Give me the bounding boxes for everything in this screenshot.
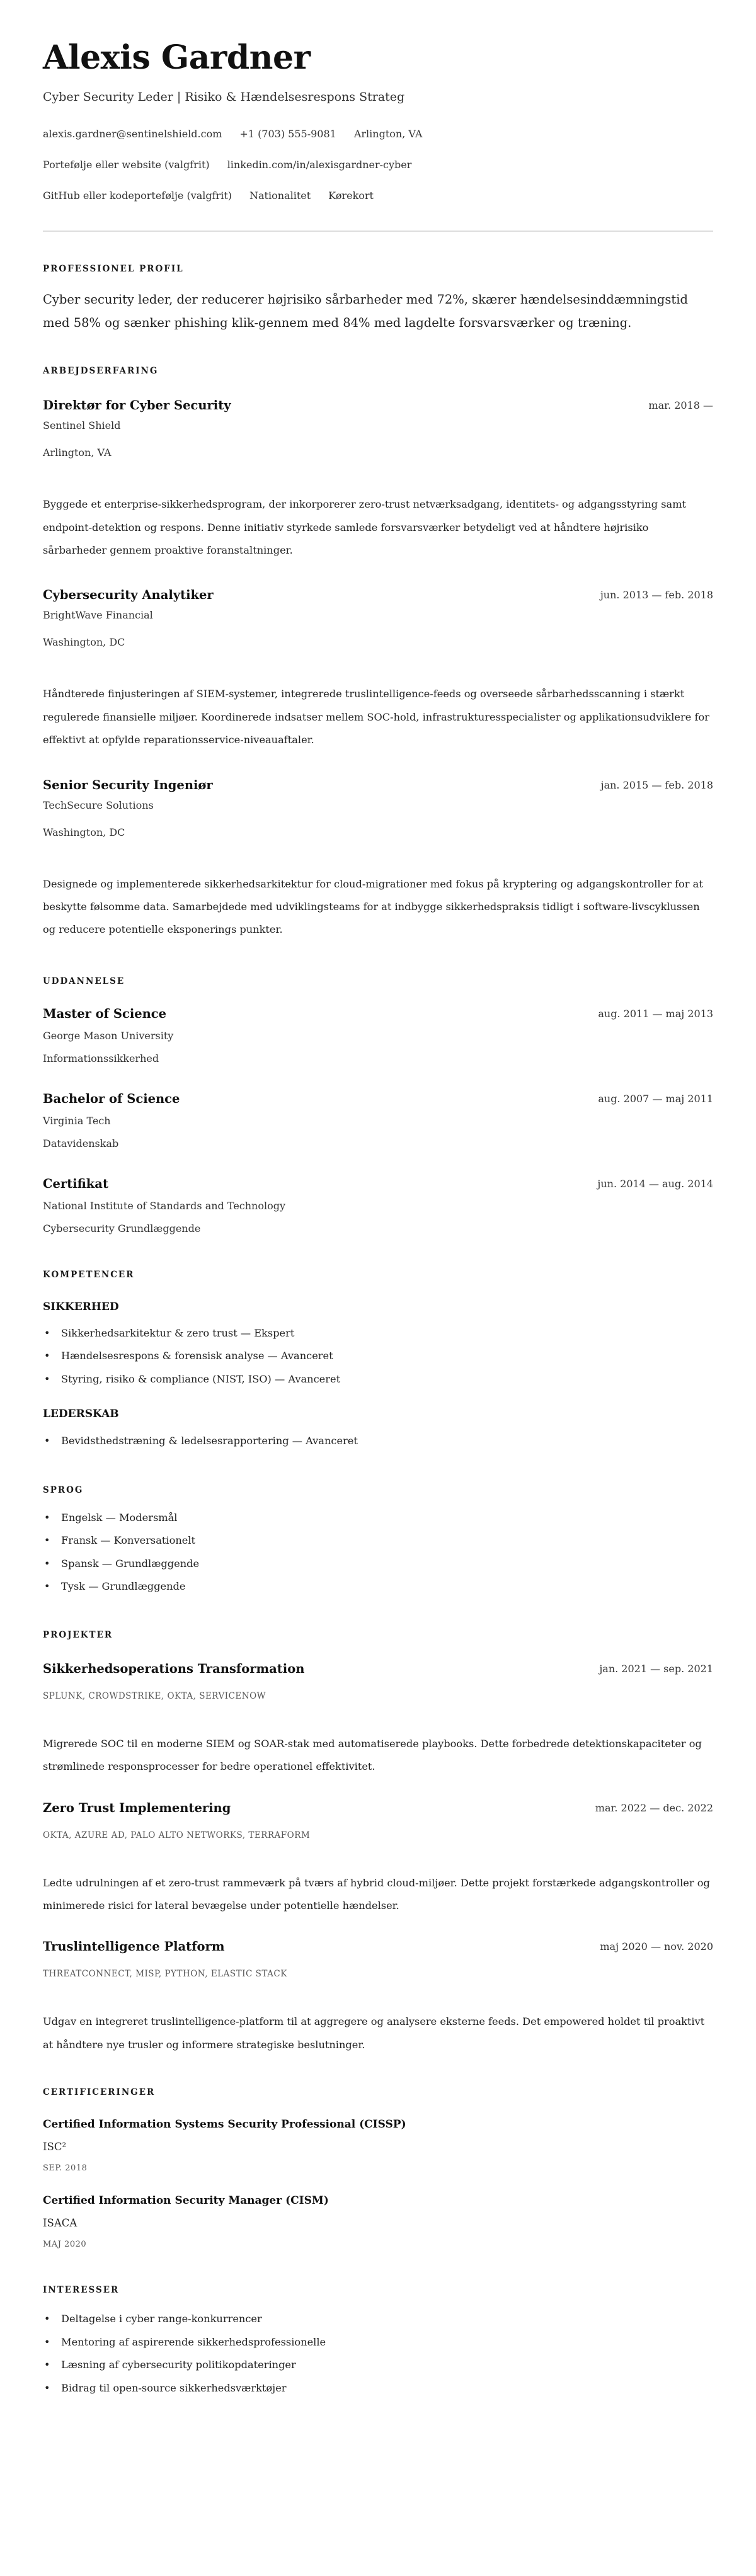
skill-list	[43, 1430, 713, 1453]
section-heading: KOMPETENCER	[43, 1269, 135, 1280]
language-item: • Fransk — Konversationelt	[43, 1529, 713, 1553]
languages-section	[43, 1484, 713, 1599]
project-tech-stack: OKTA, AZURE AD, PALO ALTO NETWORKS, TERRAFORM	[43, 1830, 311, 1840]
project-title: Truslintelligence Platform	[43, 1939, 225, 1954]
project-dates: jan. 2021 — sep. 2021	[599, 1662, 713, 1675]
project-description: Udgav en integreret truslintelligence-platform til at aggregere og analysere eksterne feeds. Det empowered holdet til proaktivt at håndtere nye trusler og informere strategiske beslutninger.	[43, 2015, 705, 2051]
school: National Institute of Standards and Technology	[43, 1199, 286, 1212]
interest-item: • Læsning af cybersecurity politikopdateringer	[43, 2354, 713, 2377]
contact-row	[43, 186, 713, 205]
certification-date: MAJ 2020	[43, 2240, 87, 2250]
language-item: • Tysk — Grundlæggende	[43, 1575, 713, 1599]
contact-nationality: Nationalitet	[249, 190, 311, 202]
field-of-study: Cybersecurity Grundlæggende	[43, 1222, 201, 1234]
interest-item: • Deltagelse i cyber range-konkurrencer	[43, 2308, 713, 2331]
school: George Mason University	[43, 1029, 174, 1042]
education-dates: aug. 2007 — maj 2011	[598, 1092, 713, 1105]
contact-email[interactable]: alexis.gardner@sentinelshield.com	[43, 128, 222, 140]
education-entry	[43, 1175, 713, 1237]
job-entry	[43, 397, 713, 562]
profile-summary: Cyber security leder, der reducerer højrisiko sårbarheder med 72%, skærer hændelsesinddæmningstid med 58% og sænker phishing klik-gennem med 84% med lagdelte forsvarsværker og træning.	[43, 292, 688, 330]
contact-linkedin[interactable]: linkedin.com/in/alexisgardner-cyber	[227, 159, 412, 171]
degree: Certifikat	[43, 1176, 108, 1191]
contact-portfolio[interactable]: Portefølje eller website (valgfrit)	[43, 159, 210, 171]
job-location: Arlington, VA	[43, 447, 112, 459]
projects-section	[43, 1629, 713, 2056]
certification-date: SEP. 2018	[43, 2163, 88, 2174]
section-heading: PROFESSIONEL PROFIL	[43, 264, 184, 274]
header-divider	[43, 231, 713, 232]
contact-drivers-license: Kørekort	[328, 190, 374, 202]
field-of-study: Informationssikkerhed	[43, 1052, 159, 1064]
job-dates: mar. 2018 —	[648, 399, 713, 412]
resume-header	[43, 38, 713, 205]
skills-section	[43, 1268, 713, 1453]
section-heading: SPROG	[43, 1485, 84, 1495]
job-entry	[43, 777, 713, 942]
certifications-section	[43, 2086, 713, 2251]
education-entry	[43, 1090, 713, 1152]
education-entry	[43, 1005, 713, 1067]
job-dates: jan. 2015 — feb. 2018	[600, 778, 713, 791]
job-title: Cybersecurity Analytiker	[43, 588, 214, 603]
project-entry	[43, 1660, 713, 1779]
job-location: Washington, DC	[43, 636, 125, 649]
job-description: Byggede et enterprise-sikkerhedsprogram, der inkorporerer zero-trust netværksadgang, identitets- og adgangsstyring samt endpoint-detektion og respons. Denne initiativ styrkede samlede forsvarsværker betydeligt ved at håndtere højrisiko sårbarheder gennem proaktive foranstaltninger.	[43, 498, 687, 556]
skill-item: • Styring, risiko & compliance (NIST, ISO) — Avanceret	[43, 1368, 713, 1391]
profile-section	[43, 263, 713, 334]
language-list	[43, 1507, 713, 1599]
school: Virginia Tech	[43, 1114, 111, 1127]
section-heading: UDDANNELSE	[43, 976, 125, 986]
degree: Master of Science	[43, 1006, 167, 1021]
job-location: Washington, DC	[43, 826, 125, 838]
skill-item: • Hændelsesrespons & forensisk analyse — Avanceret	[43, 1345, 713, 1368]
certification-entry	[43, 2193, 713, 2251]
contact-row	[43, 125, 713, 144]
language-item: • Spansk — Grundlæggende	[43, 1553, 713, 1576]
certification-name: Certified Information Systems Security Professional (CISSP)	[43, 2118, 406, 2131]
section-heading: CERTIFICERINGER	[43, 2087, 156, 2098]
interests-section	[43, 2284, 713, 2400]
interest-item: • Bidrag til open-source sikkerhedsværktøjer	[43, 2377, 713, 2400]
job-company: Sentinel Shield	[43, 419, 121, 432]
candidate-name: Alexis Gardner	[43, 38, 311, 77]
certification-name: Certified Information Security Manager (CISM)	[43, 2194, 329, 2208]
contact-location: Arlington, VA	[353, 128, 423, 140]
project-title: Sikkerhedsoperations Transformation	[43, 1661, 305, 1676]
field-of-study: Datavidenskab	[43, 1137, 119, 1149]
section-heading: PROJEKTER	[43, 1629, 113, 1640]
education-dates: aug. 2011 — maj 2013	[598, 1007, 713, 1020]
project-dates: mar. 2022 — dec. 2022	[595, 1801, 713, 1814]
language-item: • Engelsk — Modersmål	[43, 1507, 713, 1530]
job-company: BrightWave Financial	[43, 609, 153, 622]
job-entry	[43, 586, 713, 751]
education-section	[43, 975, 713, 1237]
project-entry	[43, 1938, 713, 2056]
certification-issuer: ISC²	[43, 2141, 67, 2153]
interest-item: • Mentoring af aspirerende sikkerhedsprofessionelle	[43, 2331, 713, 2354]
project-title: Zero Trust Implementering	[43, 1800, 231, 1815]
degree: Bachelor of Science	[43, 1091, 180, 1106]
project-tech-stack: SPLUNK, CROWDSTRIKE, OKTA, SERVICENOW	[43, 1690, 266, 1701]
experience-section	[43, 365, 713, 942]
project-dates: maj 2020 — nov. 2020	[600, 1941, 713, 1953]
section-heading: ARBEJDSERFARING	[43, 366, 159, 377]
skill-category-heading: SIKKERHED	[43, 1300, 119, 1313]
job-description: Designede og implementerede sikkerhedsarkitektur for cloud-migrationer med fokus på kryptering og adgangskontroller for at beskytte følsomme data. Samarbejdede med udviklingsteams for at indbygge sikkerhedspraksis tidligt i software-livscyklussen og reducere potentielle eksponerings punkter.	[43, 877, 703, 936]
contact-github[interactable]: GitHub eller kodeportefølje (valgfrit)	[43, 190, 232, 202]
contact-row	[43, 156, 713, 174]
project-tech-stack: THREATCONNECT, MISP, PYTHON, ELASTIC STACK	[43, 1969, 287, 1980]
contact-phone[interactable]: +1 (703) 555-9081	[239, 128, 336, 140]
skill-category-heading: LEDERSKAB	[43, 1408, 119, 1421]
skill-item: • Bevidsthedstræning & ledelsesrapportering — Avanceret	[43, 1430, 713, 1453]
job-title: Direktør for Cyber Security	[43, 398, 231, 413]
education-dates: jun. 2014 — aug. 2014	[597, 1177, 713, 1190]
section-heading: INTERESSER	[43, 2285, 120, 2296]
job-description: Håndterede finjusteringen af SIEM-systemer, integrerede truslintelligence-feeds og overseede sårbarhedsscanning i stærkt regulerede finansielle miljøer. Koordinerede indsatser mellem SOC-hold, infrastrukturesspecialister og applikationsudviklere for effektivt at opfylde reparationsservice-niveauaftaler.	[43, 688, 709, 746]
candidate-headline: Cyber Security Leder | Risiko & Hændelsesrespons Strateg	[43, 90, 405, 104]
project-description: Migrerede SOC til en moderne SIEM og SOAR-stak med automatiserede playbooks. Dette forbedrede detektionskapaciteter og strømlinede responsprocesser for bedre operationel effektivitet.	[43, 1737, 702, 1773]
certification-issuer: ISACA	[43, 2217, 77, 2230]
job-title: Senior Security Ingeniør	[43, 777, 213, 792]
project-description: Ledte udrulningen af et zero-trust rammeværk på tværs af hybrid cloud-miljøer. Dette projekt forstærkede adgangskontroller og minimerede risici for lateral bevægelse under potentielle hændelser.	[43, 1876, 710, 1912]
skill-item: • Sikkerhedsarkitektur & zero trust — Ekspert	[43, 1322, 713, 1345]
job-dates: jun. 2013 — feb. 2018	[600, 589, 713, 601]
skill-list	[43, 1322, 713, 1391]
interest-list	[43, 2308, 713, 2400]
project-entry	[43, 1799, 713, 1918]
job-company: TechSecure Solutions	[43, 799, 154, 811]
certification-entry	[43, 2117, 713, 2175]
